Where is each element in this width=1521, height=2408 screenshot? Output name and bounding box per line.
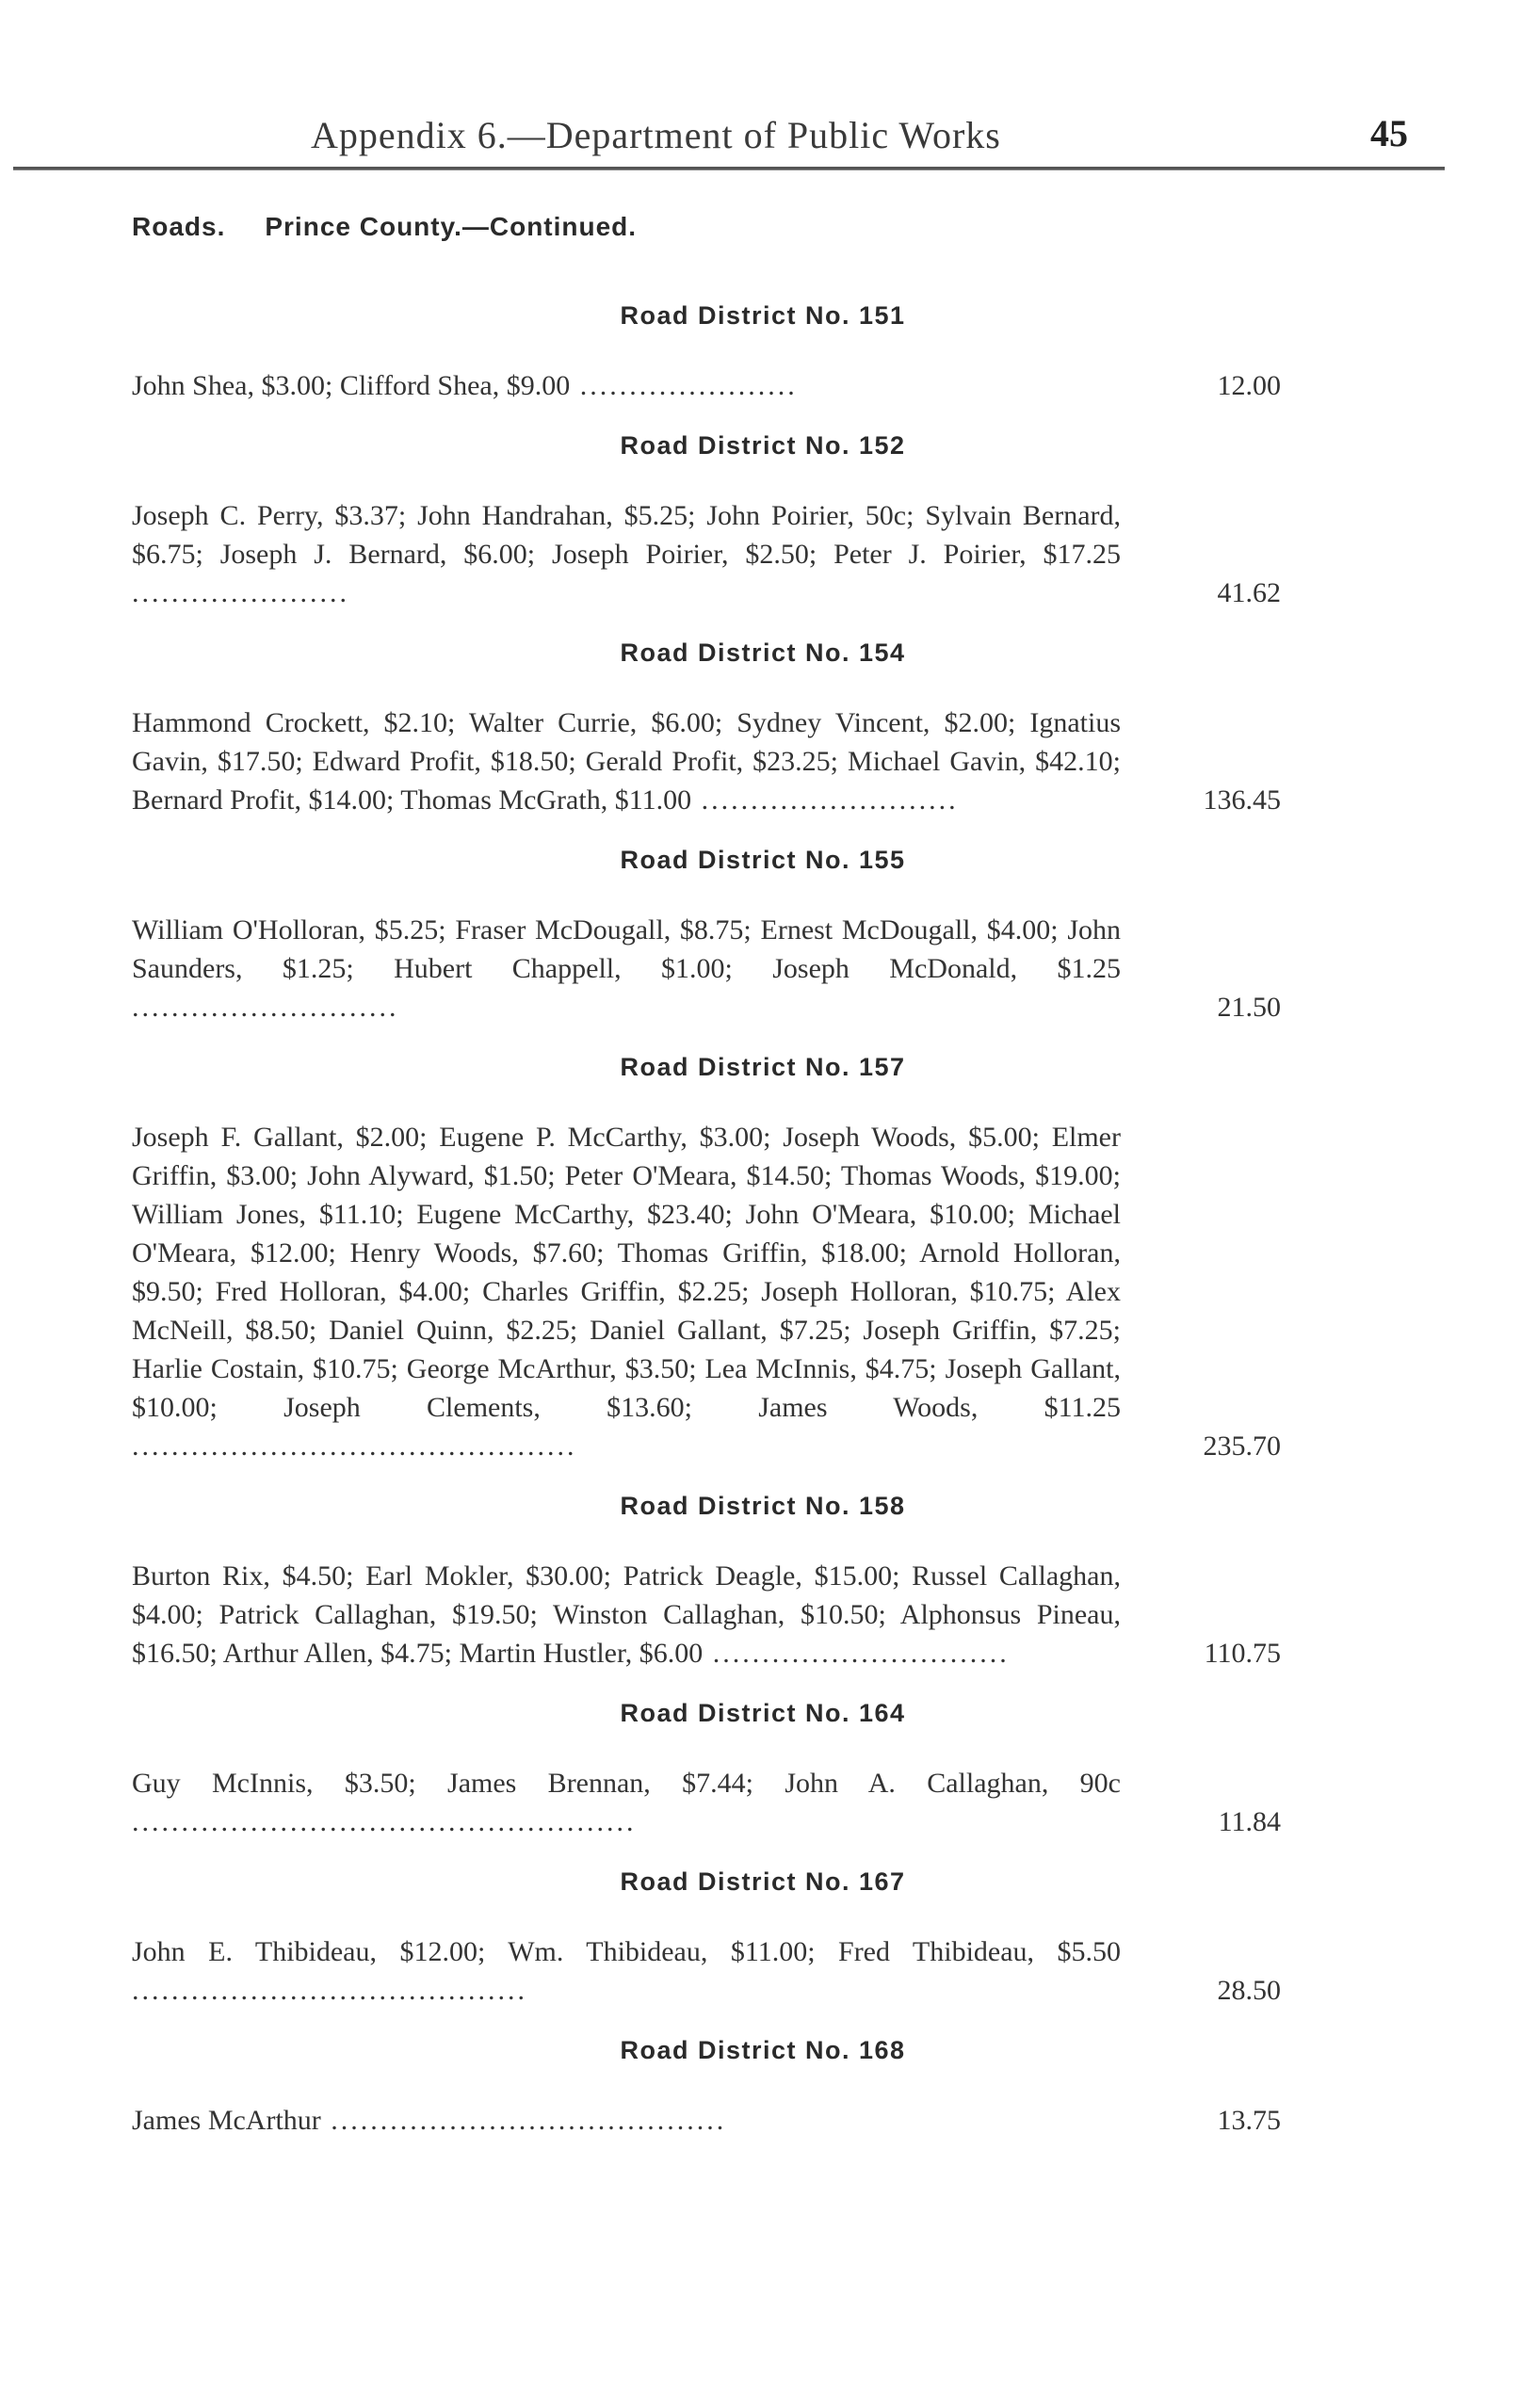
road-district-164 xyxy=(132,1699,1281,1841)
dot-leader: ................................................... xyxy=(132,1806,637,1837)
page-number: 45 xyxy=(1370,112,1408,154)
district-heading: Road District No. 164 xyxy=(620,1699,906,1727)
district-payees: James McArthur xyxy=(132,2105,321,2136)
district-entry xyxy=(132,496,1281,612)
district-payees: Guy McInnis, $3.50; James Brennan, $7.44; John A. Callaghan, 90c xyxy=(132,1768,1121,1799)
district-heading: Road District No. 152 xyxy=(620,431,906,460)
section-county: Prince County.—Continued. xyxy=(265,212,638,241)
road-district-155 xyxy=(132,846,1281,1026)
dot-leader: ...................... xyxy=(132,577,349,608)
district-entry xyxy=(132,1764,1281,1841)
road-district-168 xyxy=(132,2036,1281,2140)
district-total: 12.00 xyxy=(1217,370,1281,401)
dot-leader: ...................... xyxy=(570,370,798,401)
district-total: 41.62 xyxy=(1217,577,1281,608)
district-entry xyxy=(132,366,1281,405)
district-heading: Road District No. 167 xyxy=(620,1867,906,1896)
road-district-167 xyxy=(132,1867,1281,2010)
page-header xyxy=(0,104,1521,160)
district-heading: Road District No. 157 xyxy=(620,1053,906,1081)
district-heading: Road District No. 155 xyxy=(620,846,906,874)
dot-leader: ............................................. xyxy=(132,1430,577,1462)
district-total: 13.75 xyxy=(1217,2105,1281,2136)
dot-leader: ........................................ xyxy=(320,2105,727,2136)
district-entry xyxy=(132,1557,1281,1673)
section-category: Roads. xyxy=(132,212,226,241)
district-heading: Road District No. 168 xyxy=(620,2036,906,2064)
road-district-157 xyxy=(132,1053,1281,1465)
district-total: 136.45 xyxy=(1203,784,1281,816)
district-payees: William O'Holloran, $5.25; Fraser McDougall, $8.75; Ernest McDougall, $4.00; John Saunders, $1.25; Hubert Chappell, $1.00; Joseph McDonald, $1.25 xyxy=(132,914,1121,984)
district-total: 28.50 xyxy=(1217,1975,1281,2006)
district-payees: John E. Thibideau, $12.00; Wm. Thibideau, $11.00; Fred Thibideau, $5.50 xyxy=(132,1936,1121,1967)
district-heading: Road District No. 151 xyxy=(620,301,906,330)
district-payees: Joseph C. Perry, $3.37; John Handrahan, $5.25; John Poirier, 50c; Sylvain Bernard, $6.75; Joseph J. Bernard, $6.00; Joseph Poirier, $2.50; Peter J. Poirier, $17.25 xyxy=(132,500,1121,570)
road-district-151 xyxy=(132,301,1281,405)
district-payees: Joseph F. Gallant, $2.00; Eugene P. McCarthy, $3.00; Joseph Woods, $5.00; Elmer Griffin, $3.00; John Alyward, $1.50; Peter O'Meara, $14.50; Thomas Woods, $19.00; William Jones, $11.10; Eugene McCarthy, $23.40; John O'Meara, $10.00; Michael O'Meara, $12.00; Henry Woods, $7.60; Thomas Griffin, $18.00; Arnold Holloran, $9.50; Fred Holloran, $4.00; Charles Griffin, $2.25; Joseph Holloran, $10.75; Alex McNeill, $8.50; Daniel Quinn, $2.25; Daniel Gallant, $7.25; Joseph Griffin, $7.25; Harlie Costain, $10.75; George McArthur, $3.50; Lea McInnis, $4.75; Joseph Gallant, $10.00; Joseph Clements, $13.60; James Woods, $11.25 xyxy=(132,1122,1121,1423)
district-entry xyxy=(132,911,1281,1026)
district-payees: John Shea, $3.00; Clifford Shea, $9.00 xyxy=(132,370,571,401)
road-district-154 xyxy=(132,638,1281,819)
dot-leader: ........................................ xyxy=(132,1975,527,2006)
dot-leader: .......................... xyxy=(691,784,959,816)
header-rule xyxy=(13,167,1445,170)
road-district-152 xyxy=(132,431,1281,612)
district-list xyxy=(132,301,1281,2166)
road-district-158 xyxy=(132,1492,1281,1673)
district-total: 235.70 xyxy=(1203,1430,1281,1462)
district-payees: Hammond Crockett, $2.10; Walter Currie, $6.00; Sydney Vincent, $2.00; Ignatius Gavin, $17.50; Edward Profit, $18.50; Gerald Profit, $23.25; Michael Gavin, $42.10; Bernard Profit, $14.00; Thomas McGrath, $11.00 xyxy=(132,707,1121,816)
district-entry xyxy=(132,1118,1281,1465)
district-heading: Road District No. 154 xyxy=(620,638,906,667)
running-title: Appendix 6.—Department of Public Works xyxy=(311,114,1001,156)
dot-leader: .............................. xyxy=(703,1638,1010,1669)
district-total: 11.84 xyxy=(1218,1806,1281,1837)
district-entry xyxy=(132,2101,1281,2140)
district-entry xyxy=(132,1932,1281,2010)
section-heading xyxy=(132,212,676,242)
dot-leader: ........................... xyxy=(132,992,399,1023)
district-payees: Burton Rix, $4.50; Earl Mokler, $30.00; Patrick Deagle, $15.00; Russel Callaghan, $4.00; Patrick Callaghan, $19.50; Winston Callaghan, $10.50; Alphonsus Pineau, $16.50; Arthur Allen, $4.75; Martin Hustler, $6.00 xyxy=(132,1560,1121,1669)
district-total: 110.75 xyxy=(1204,1638,1281,1669)
district-heading: Road District No. 158 xyxy=(620,1492,906,1520)
district-total: 21.50 xyxy=(1217,992,1281,1023)
district-entry xyxy=(132,703,1281,819)
